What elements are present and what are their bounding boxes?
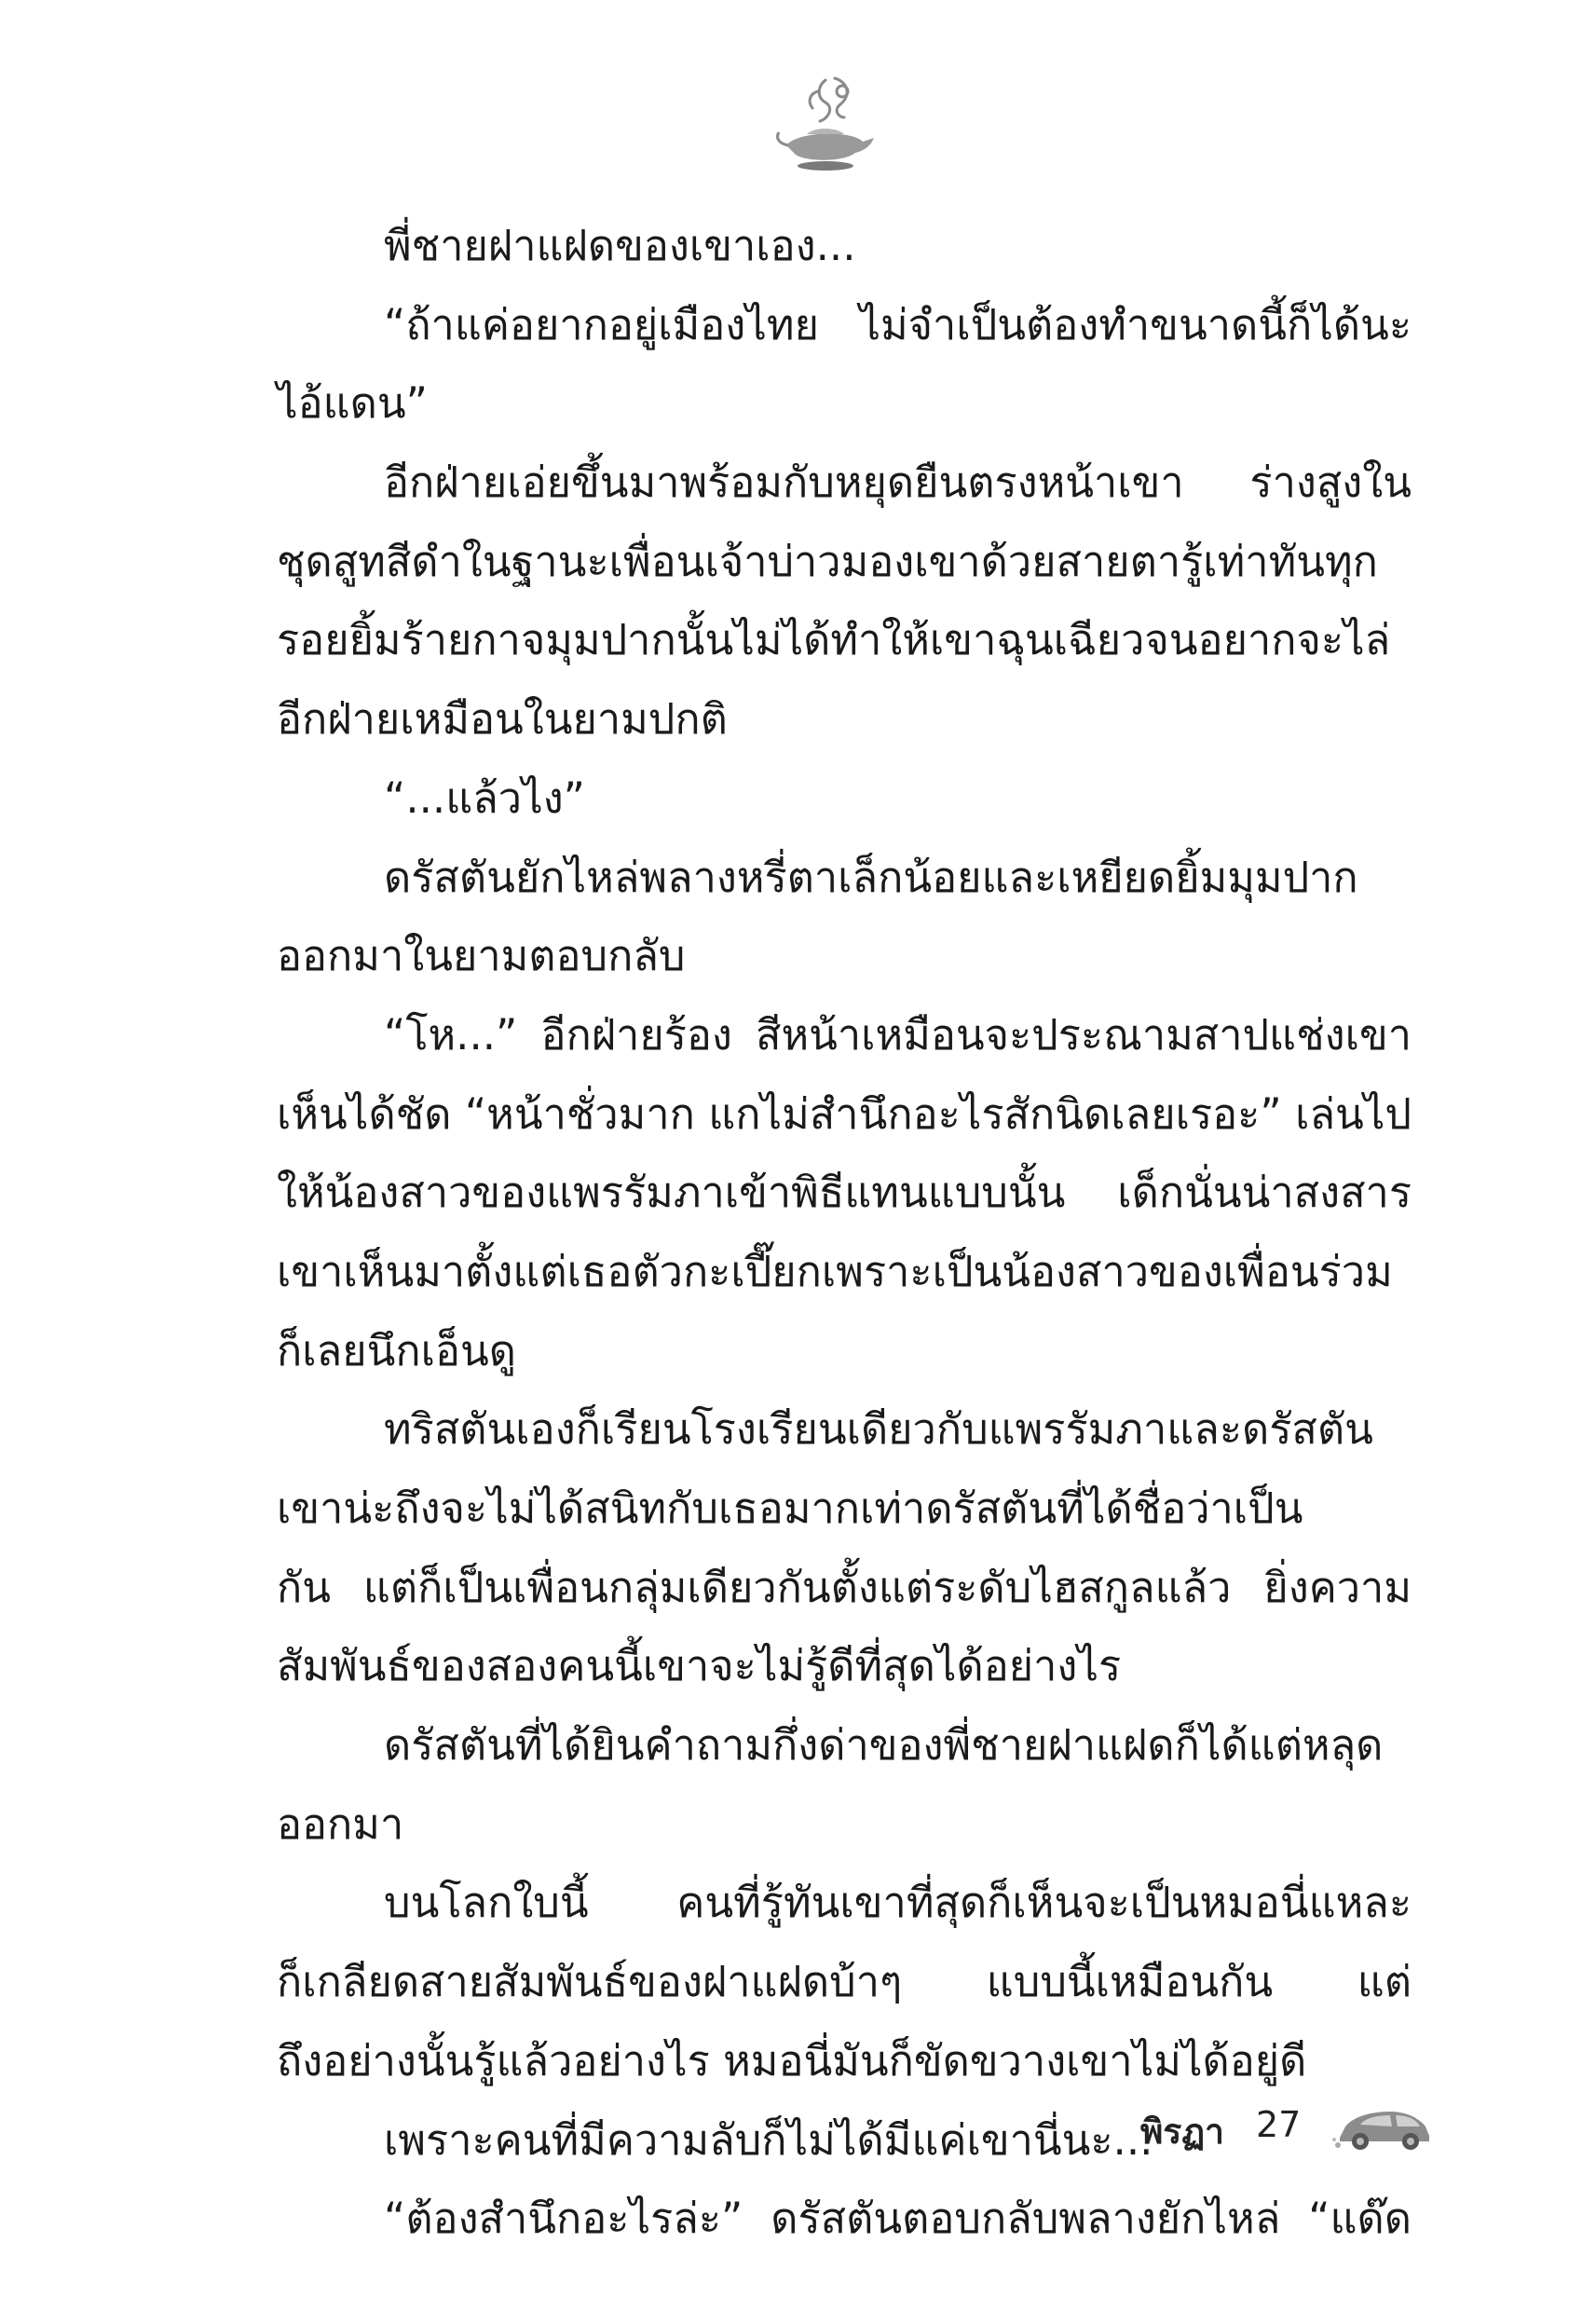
text-line: ออกมา xyxy=(277,1798,404,1849)
text-line: ให้น้องสาวของแพรรัมภาเข้าพิธีแทนแบบนั้น เด็กนั่นน่าสงสาร xyxy=(277,1168,1412,1218)
text-line: ออกมาในยามตอบกลับ xyxy=(277,931,686,981)
text-line: ก็เกลียดสายสัมพันธ์ของฝาแฝดบ้าๆ แบบนี้เหมือนกัน แต่ xyxy=(277,1957,1412,2007)
text-line: สัมพันธ์ของสองคนนี้เขาจะไม่รู้ดีที่สุดได้อย่างไร xyxy=(277,1641,1122,1691)
page-number: 27 xyxy=(1256,2104,1302,2145)
text-line: ชุดสูทสีดำในฐานะเพื่อนเจ้าบ่าวมองเขาด้วยสายตารู้เท่าทันทุก xyxy=(277,536,1378,586)
author-name: พิรฏา xyxy=(1140,2112,1224,2152)
text-line: “โห...” อีกฝ่ายร้อง สีหน้าเหมือนจะประณามสาปแช่งเขา xyxy=(384,1009,1412,1060)
text-line: อีกฝ่ายเหมือนในยามปกติ xyxy=(277,694,728,745)
text-line: ถึงอย่างนั้นรู้แล้วอย่างไร หมอนี่มันก็ขัดขวางเขาไม่ได้อยู่ดี xyxy=(277,2035,1307,2085)
text-line: ทริสตันเองก็เรียนโรงเรียนเดียวกับแพรรัมภาและดรัสตัน xyxy=(384,1404,1373,1455)
text-line: เขาน่ะถึงจะไม่ได้สนิทกับเธอมากเท่าดรัสตันที่ได้ชื่อว่าเป็น xyxy=(277,1484,1303,1533)
text-line: กัน แต่ก็เป็นเพื่อนกลุ่มเดียวกันตั้งแต่ระดับไฮสกูลแล้ว ยิ่งความ xyxy=(277,1562,1412,1612)
text-line: รอยยิ้มร้ายกาจมุมปากนั้นไม่ได้ทำให้เขาฉุนเฉียวจนอยากจะไล่ xyxy=(277,615,1391,665)
text-line: ก็เลยนึกเอ็นดู xyxy=(277,1325,516,1375)
text-line: เห็นได้ชัด “หน้าชั่วมาก แกไม่สำนึกอะไรสักนิดเลยเรอะ” เล่นไป xyxy=(277,1088,1412,1139)
chapter-text xyxy=(277,207,1412,2259)
text-line: พี่ชายฝาแฝดของเขาเอง... xyxy=(384,221,856,270)
text-line: บนโลกใบนี้ คนที่รู้ทันเขาที่สุดก็เห็นจะเป็นหมอนี่แหละ xyxy=(384,1878,1412,1928)
genie-lamp-icon xyxy=(770,73,881,175)
text-line: ไอ้แดน” xyxy=(277,378,428,429)
car-icon xyxy=(1332,2104,1435,2153)
text-line: อีกฝ่ายเอ่ยขึ้นมาพร้อมกับหยุดยืนตรงหน้าเขา ร่างสูงใน xyxy=(384,458,1412,508)
page-footer xyxy=(1109,2099,1444,2164)
text-line: “ต้องสำนึกอะไรล่ะ” ดรัสตันตอบกลับพลางยักไหล่ “แด๊ด xyxy=(384,2194,1412,2244)
text-line: “...แล้วไง” xyxy=(384,773,585,823)
text-line: เขาเห็นมาตั้งแต่เธอตัวกะเปี๊ยกเพราะเป็นน้องสาวของเพื่อนร่วม xyxy=(277,1246,1393,1296)
text-line: ดรัสตันยักไหล่พลางหรี่ตาเล็กน้อยและเหยียดยิ้มมุมปาก xyxy=(384,852,1358,902)
text-line: ดรัสตันที่ได้ยินคำถามกึ่งด่าของพี่ชายฝาแฝดก็ได้แต่หลุด xyxy=(384,1720,1384,1771)
text-line: เพราะคนที่มีความลับก็ไม่ได้มีแค่เขานี่นะ... xyxy=(384,2114,1153,2165)
text-line: “ถ้าแค่อยากอยู่เมืองไทย ไม่จำเป็นต้องทำขนาดนี้ก็ได้นะ xyxy=(384,299,1412,349)
